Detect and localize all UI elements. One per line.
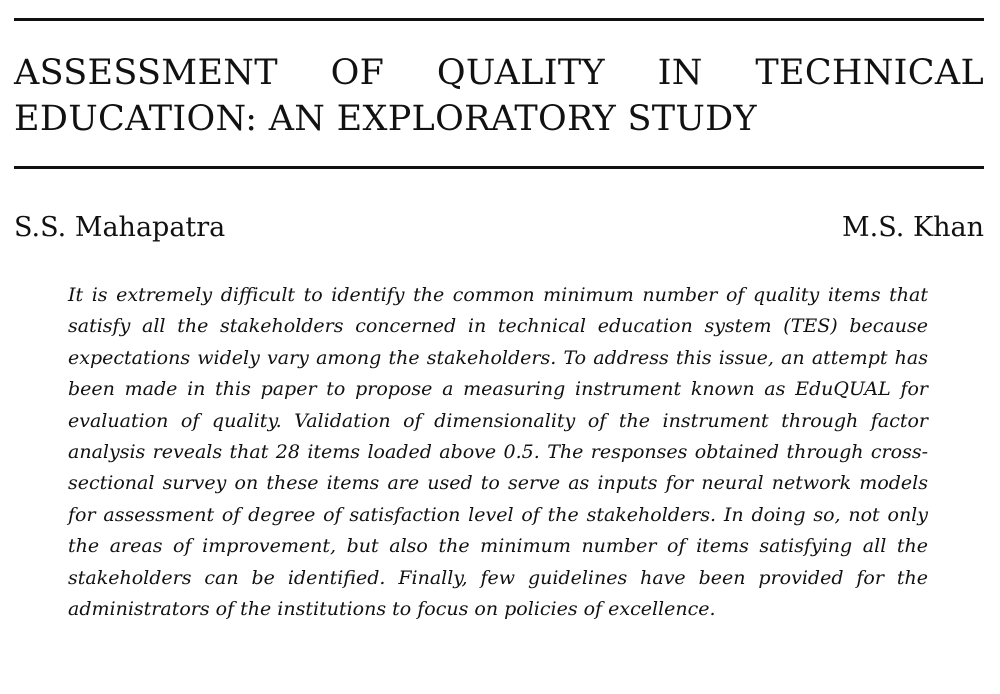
title-line-2: EDUCATION: AN EXPLORATORY STUDY [14,99,757,139]
paper-title [14,50,984,142]
abstract-text: It is extremely difficult to identify the common minimum number of quality items that satisfy all the stakeholders concerned in technical education system (TES) because expectations widely vary among the stakeholders. To address this issue, an attempt has been made in this paper to propose a measuring instrument known as EduQUAL for evaluation of quality. Validation of dimensionality of the instrument through factor analysis reveals that 28 items loaded above 0.5. The responses obtained through cross-sectional survey on these items are used to serve as inputs for neural network models for assessment of degree of satisfaction level of the stakeholders. In doing so, not only the areas of improvement, but also the minimum number of items satisfying all the stakeholders can be identified. Finally, few guidelines have been provided for the administrators of the institutions to focus on policies of excellence. [68,284,928,621]
author-mahapatra: S.S. Mahapatra [14,212,226,243]
author-row [14,208,984,248]
top-rule [14,18,984,21]
bottom-rule [14,166,984,169]
author-khan: M.S. Khan [842,212,984,243]
title-line-1: ASSESSMENT OF QUALITY IN TECHNICAL [14,53,984,93]
